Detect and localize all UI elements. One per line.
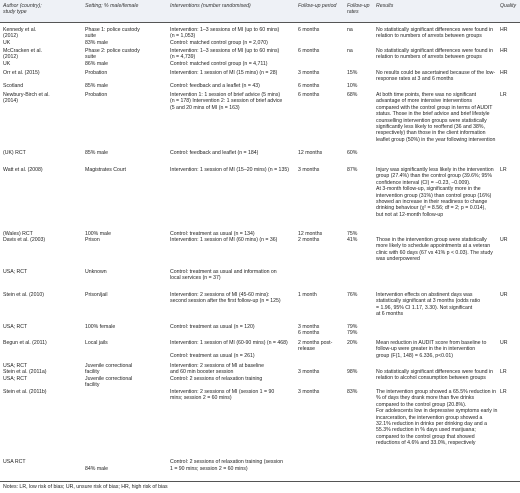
- row-interventions: Intervention: 2 sessions of MI (session 1 = 90 mins; session 2 = 60 mins) Control: 2 sessions of relaxation training (session 1 = 90 mins; session 2 = 60 mins): [170, 389, 284, 472]
- row-rates: na: [347, 27, 353, 33]
- row-rates: 76% 79% 79%: [347, 292, 358, 337]
- row-results: Intervention effects on abstinent days was statistically significant at 3 months (odds ratio = 1.96, 95% CI 1.17, 3.30). Not significant at 6 months: [376, 292, 481, 318]
- row-setting: Prison Unknown: [85, 237, 107, 276]
- row-interventions: Intervention: 1 session of MI (15 mins) (n = 28) Control: feedback and a leaflet (n = 43): [170, 70, 278, 89]
- row-followup: 3 months 12 months: [298, 167, 323, 238]
- row-rates: 68% 60%: [347, 92, 358, 156]
- row-interventions: Intervention 1: 1 session of brief advice (5 mins) (n = 178) Intervention 2: 1 session of brief advice (5 and 20 mins of MI (n = 163) Control: feedback and leaflet (n = 184): [170, 92, 283, 156]
- row-quality: LR: [500, 369, 507, 375]
- row-setting: Juvenile correctional facility Juvenile correctional facility: [85, 363, 133, 389]
- row-interventions: Intervention: 1–3 sessions of MI (up to 60 mins) (n = 1,053) Control: matched control group (n = 2,070): [170, 27, 280, 46]
- row-results: At both time points, there was no significant advantage of more intensive interventions compared with the control group in terms of AUDIT status. Those in the brief advice and brief lifestyle counselling intervention groups were statistically significantly less likely to reoffend (36 and 38%, respectively) than those in the client information leaflet group (50%) in the year following intervention: [376, 92, 496, 143]
- row-quality: LR: [500, 167, 507, 173]
- row-setting: Phase 2: police custody suite 86% male: [85, 48, 140, 67]
- row-author: Watt et al. (2008) (Wales) RCT: [3, 167, 43, 238]
- row-rates: 20%: [347, 340, 358, 346]
- row-followup: 6 months 12 months: [298, 92, 323, 156]
- row-followup: 6 months: [298, 27, 320, 33]
- row-followup: 3 months 6 months: [298, 70, 320, 89]
- header-rule: [0, 22, 520, 23]
- row-quality: HR: [500, 48, 508, 54]
- row-setting: Local jails: [85, 340, 108, 346]
- row-interventions: Intervention: 1 session of MI (15–20 mins) (n = 135) Control: treatment as usual (n = 134): [170, 167, 289, 238]
- row-rates: 15% 10%: [347, 70, 358, 89]
- row-quality: UR: [500, 292, 508, 298]
- row-setting: Probation 85% male: [85, 70, 109, 89]
- row-quality: LR: [500, 92, 507, 98]
- row-quality: UR: [500, 340, 508, 346]
- row-setting: Probation 85% male: [85, 92, 109, 156]
- header-quality: Quality: [500, 3, 517, 9]
- row-followup: 1 month 3 months 6 months: [298, 292, 320, 337]
- row-followup: 6 months: [298, 48, 320, 54]
- row-followup: 2 months: [298, 237, 320, 243]
- row-quality: UR: [500, 237, 508, 243]
- row-quality: HR: [500, 70, 508, 76]
- row-author: Kennedy et al. (2012) UK: [3, 27, 37, 46]
- row-results: Injury was significantly less likely in the intervention group (27.4%) than the control group (39.6%; 95% confidence interval (CI) = −0.23, −0.009). At 3-month follow-up, significantly more in the intervention group (31%) than control group (16%) showed an increase in their readiness to change drinking behaviour (χ² = 8.56; df = 2; p = 0.014), but not at 12-month follow-up: [376, 167, 494, 218]
- row-rates: 83%: [347, 389, 358, 395]
- row-author: USA; RCT Stein et al. (2011a) USA; RCT: [3, 363, 47, 382]
- row-setting: Phase 1: police custody suite 83% male: [85, 27, 140, 46]
- header-interventions: Interventions (number randomised): [170, 3, 251, 9]
- row-author: Orr et al. (2015) Scotland: [3, 70, 40, 89]
- row-interventions: Intervention: 1–3 sessions of MI (up to 60 mins) (n = 4,739) Control: matched control group (n = 4,711): [170, 48, 280, 67]
- row-results: Those in the intervention group were statistically more likely to schedule appointments at a veteran clinic with 60 days (67 vs 41% p < 0.03). The study was underpowered: [376, 237, 493, 263]
- row-setting: 84% male: [85, 465, 109, 472]
- row-setting: Prison/jail 100% female: [85, 292, 116, 331]
- table-bottom-rule: [0, 481, 520, 482]
- row-author: McCracken et al. (2012) UK: [3, 48, 42, 67]
- row-setting: Magistrates Court 100% male: [85, 167, 126, 238]
- header-setting: Setting; % male/female: [85, 3, 139, 9]
- row-author: Stein et al. (2010) USA; RCT: [3, 292, 44, 331]
- row-results: No statistically significant differences were found in relation to numbers of arrests between groups: [376, 48, 493, 61]
- row-results: No statistically significant differences were found in relation to numbers of arrests between groups: [376, 27, 493, 40]
- row-author: Newbury-Birch et al. (2014) (UK) RCT: [3, 92, 50, 156]
- header-rates: Follow-up rates: [347, 3, 370, 16]
- row-interventions: Intervention: 1 session of MI (60 mins) (n = 36) Control: treatment as usual and information on local services (n = 37): [170, 237, 278, 282]
- row-author: Davis et al. (2003) USA; RCT: [3, 237, 46, 276]
- header-results: Results: [376, 3, 394, 9]
- row-author: Begun et al. (2011): [3, 340, 47, 346]
- row-followup: 2 months post- release: [298, 340, 333, 353]
- row-results: No results could be ascertained because of the low- response rates at 3 and 6 months: [376, 70, 496, 83]
- row-rates: 98%: [347, 369, 358, 375]
- row-results: No statistically significant differences were found in relation to alcohol consumption between groups: [376, 369, 493, 382]
- header-followup: Follow-up period: [298, 3, 337, 9]
- row-rates: 87% 75%: [347, 167, 358, 238]
- row-followup: 3 months: [298, 389, 320, 395]
- row-quality: HR: [500, 27, 508, 33]
- row-quality: LR: [500, 389, 507, 395]
- row-interventions: Intervention: 2 sessions of MI at baseline and 60 min booster session Control: 2 sessions of relaxation training: [170, 363, 265, 382]
- row-rates: na: [347, 48, 353, 54]
- row-results: The intervention group showed a 65.5% reduction in % of days they drank more than five drinks compared to the control group (20.8%). For adolescents low in depressive symptoms early in incarceration, the intervention group showed a 32.1% reduction in drinks per drinking day and a 55.3% reduction in % days used marijuana; compared to the control group that showed reductions of 4.6% and 33.0%, respectively: [376, 389, 498, 447]
- row-followup: 3 months: [298, 369, 320, 375]
- row-rates: 41%: [347, 237, 358, 243]
- row-author: Stein et al. (2011b) USA RCT: [3, 389, 47, 466]
- row-interventions: Intervention: 2 sessions of MI (45-60 mins): second session after the first follow-up (n = 125) Control: treatment as usual (n = 120): [170, 292, 281, 331]
- row-results: Mean reduction in AUDIT score from baseline to follow-up were greater in the in intervention group (F(1, 148) = 6.336, p<0.01): [376, 340, 487, 359]
- header-author: Author (country); study type: [3, 3, 42, 16]
- header-background: [0, 0, 520, 22]
- row-interventions: Intervention: 1 session of MI (60-90 mins) (n = 468) Control: treatment as usual (n = 261): [170, 340, 288, 359]
- table-notes: Notes: LR, low risk of bias; UR, unsure risk of bias; HR, high risk of bias: [3, 484, 168, 490]
